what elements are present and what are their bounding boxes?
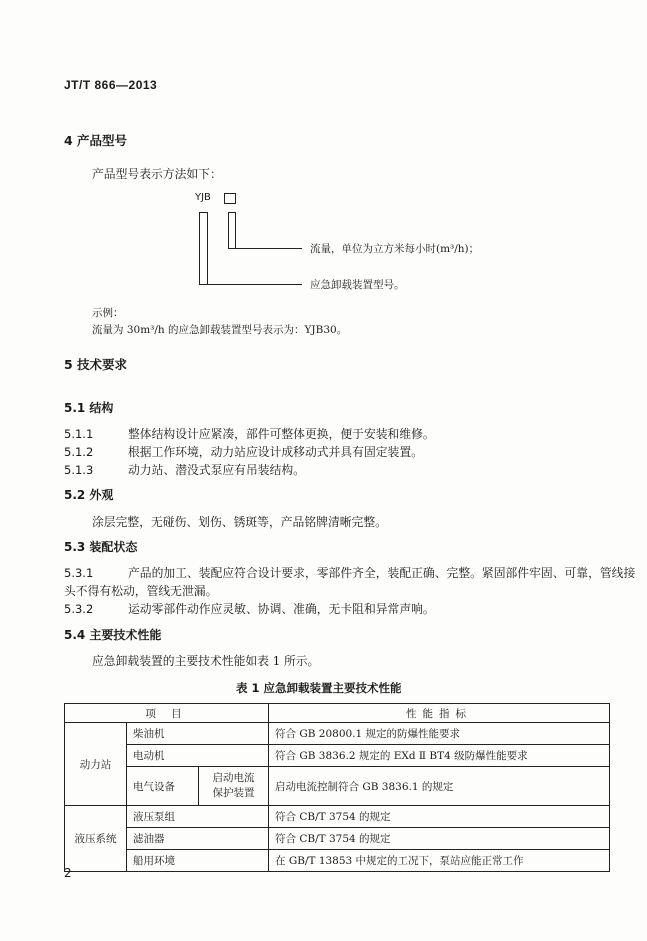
table-row — [65, 806, 610, 828]
table-row — [65, 767, 610, 806]
row-spec: 符合 CB/T 3754 的规定 — [269, 828, 610, 850]
row-name: 柴油机 — [127, 723, 269, 745]
row-subname — [199, 767, 269, 806]
row-spec: 启动电流控制符合 GB 3836.1 的规定 — [269, 767, 610, 806]
flow-callout: 流量，单位为立方米每小时(m³/h)； — [310, 243, 480, 255]
example-label: 示例： — [92, 307, 124, 319]
model-callout: 应急卸载装置型号。 — [310, 279, 405, 291]
header-item: 项 目 — [65, 704, 269, 723]
table-row — [65, 828, 610, 850]
table-row — [65, 723, 610, 745]
section-4-heading: 4 产品型号 — [64, 133, 128, 148]
row-name: 电动机 — [127, 745, 269, 767]
clause-number: 5.1.3 — [64, 463, 94, 477]
row-name: 船用环境 — [127, 850, 269, 872]
clause-text: 运动零部件动作应灵敏、协调、准确，无卡阻和异常声响。 — [128, 602, 435, 616]
clause-5-3-2 — [64, 600, 435, 617]
clause-5-1-1 — [64, 425, 435, 442]
model-leader-top — [199, 212, 208, 213]
model-leader-vertical-2 — [207, 212, 208, 284]
clause-number: 5.3.2 — [64, 602, 94, 616]
table-header-row — [65, 704, 610, 723]
row-spec: 符合 GB 3836.2 规定的 EXd Ⅱ BT4 级防爆性能要求 — [269, 745, 610, 767]
row-subname-line: 保护装置 — [212, 787, 255, 799]
row-name: 电气设备 — [127, 767, 199, 806]
model-intro: 产品型号表示方法如下： — [92, 167, 222, 181]
table-row — [65, 850, 610, 872]
model-leader-vertical — [199, 212, 200, 284]
section-5-heading: 5 技术要求 — [64, 357, 128, 372]
table-row — [65, 745, 610, 767]
flow-leader-vertical-2 — [235, 212, 236, 248]
row-name: 液压泵组 — [127, 806, 269, 828]
group-hydraulic-system: 液压系统 — [65, 806, 127, 872]
clause-5-3-1 — [64, 564, 635, 581]
row-name: 滤油器 — [127, 828, 269, 850]
clause-5-3-1-continued: 头不得有松动，管线无泄漏。 — [64, 584, 218, 598]
performance-intro: 应急卸载装置的主要技术性能如表 1 所示。 — [92, 654, 320, 668]
row-spec: 符合 GB 20800.1 规定的防爆性能要求 — [269, 723, 610, 745]
row-spec: 符合 CB/T 3754 的规定 — [269, 806, 610, 828]
example-text: 流量为 30m³/h 的应急卸载装置型号表示为：YJB30。 — [92, 324, 348, 336]
flow-leader-top — [228, 212, 236, 213]
section-5-1-heading: 5.1 结构 — [64, 401, 114, 415]
flow-placeholder-box — [224, 193, 236, 204]
clause-number: 5.1.2 — [64, 445, 94, 459]
clause-text: 整体结构设计应紧凑，部件可整体更换，便于安装和维修。 — [128, 427, 435, 441]
clause-5-1-3 — [64, 461, 305, 478]
appearance-text: 涂层完整，无碰伤、划伤、锈斑等，产品铭牌清晰完整。 — [92, 515, 387, 529]
table-caption: 表 1 应急卸载装置主要技术性能 — [236, 681, 402, 695]
clause-5-1-2 — [64, 443, 423, 460]
row-spec: 在 GB/T 13853 中规定的工况下，泵站应能正常工作 — [269, 850, 610, 872]
row-subname-line: 启动电流 — [212, 772, 255, 784]
header-performance: 性能指标 — [269, 704, 610, 723]
section-5-4-heading: 5.4 主要技术性能 — [64, 628, 162, 642]
model-leader-horizontal — [199, 284, 302, 285]
flow-leader-horizontal — [228, 248, 302, 249]
section-5-2-heading: 5.2 外观 — [64, 488, 114, 502]
group-power-station: 动力站 — [65, 723, 127, 806]
model-code-prefix: YJB — [195, 192, 211, 203]
clause-text: 动力站、潜没式泵应有吊装结构。 — [128, 463, 305, 477]
section-5-3-heading: 5.3 装配状态 — [64, 540, 138, 554]
performance-table — [64, 703, 610, 872]
clause-text: 产品的加工、装配应符合设计要求，零部件齐全，装配正确、完整。紧固部件牢固、可靠，管线接 — [128, 566, 636, 580]
clause-text: 根据工作环境，动力站应设计成移动式并具有固定装置。 — [128, 445, 423, 459]
clause-number: 5.1.1 — [64, 427, 94, 441]
clause-number: 5.3.1 — [64, 566, 94, 580]
standard-number: JT/T 866—2013 — [64, 78, 158, 92]
page-number: 2 — [64, 866, 72, 880]
flow-leader-vertical — [228, 212, 229, 248]
